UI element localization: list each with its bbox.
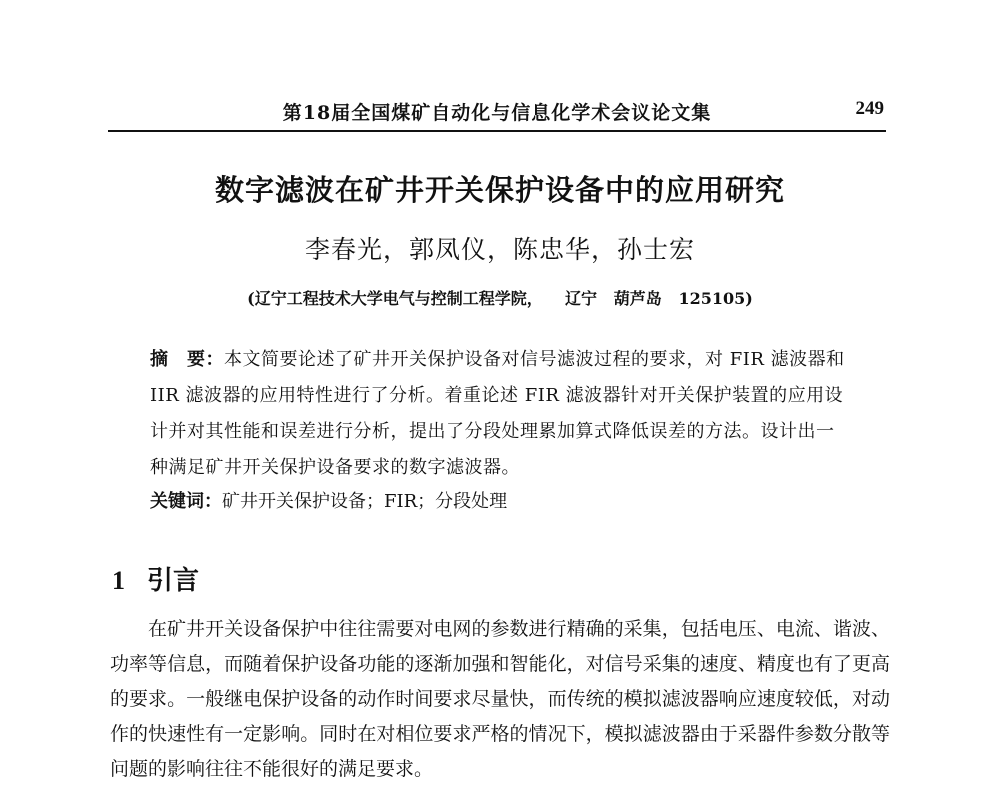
affiliation-city: 葫芦岛 [613, 289, 662, 308]
section-title: 引言 [147, 566, 200, 596]
keywords [150, 484, 850, 520]
section-body-paragraph: 在矿井开关设备保护中往往需要对电网的参数进行精确的采集，包括电压、电流、谐波、功率等信息，而随着保护设备功能的逐渐加强和智能化，对信号采集的速度、精度也有了更高的要求。一般继电保护设备的动作时间要求尽量快，而传统的模拟滤波器响应速度较低，对动作的快速性有一定影响。同时在对相位要求严格的情况下，模拟滤波器由于采器件参数分散等问题的影响往往不能很好的满足要求。 [110, 618, 890, 780]
author-list: 李春光，郭凤仪，陈忠华，孙士宏 [304, 235, 695, 264]
page-number: 249 [855, 98, 884, 119]
affiliation-province: 辽宁 [565, 289, 598, 308]
section-heading [112, 560, 199, 597]
abstract-label: 摘 要： [150, 349, 224, 370]
keywords-label: 关键词： [150, 491, 222, 512]
abstract-text: 本文简要论述了矿井开关保护设备对信号滤波过程的要求，对 FIR 滤波器和 IIR 滤波器的应用特性进行了分析。着重论述 FIR 滤波器针对开关保护装置的应用设计并对其性能和误差进行分析，提出了分段处理累加算式降低误差的方法。设计出一种满足矿井开关保护设备要求的数字滤波器。 [150, 349, 845, 478]
paper-title: 数字滤波在矿井开关保护设备中的应用研究 [214, 173, 785, 207]
affiliation [0, 286, 1000, 309]
section-number: 1 [112, 566, 125, 595]
running-header [108, 96, 886, 132]
running-title: 第18届全国煤矿自动化与信息化学术会议论文集 [282, 102, 712, 124]
affiliation-postcode: 125105) [678, 289, 753, 308]
abstract [150, 342, 850, 486]
keywords-text: 矿井开关保护设备；FIR；分段处理 [222, 491, 508, 512]
affiliation-institution: (辽宁工程技术大学电气与控制工程学院， [247, 289, 543, 308]
